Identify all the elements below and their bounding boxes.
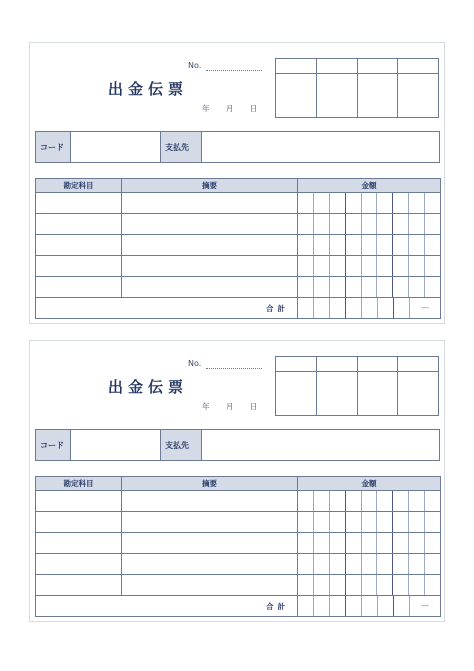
description-cell[interactable] [122,214,298,235]
account-cell[interactable] [36,235,122,256]
header-amount: 金額 [298,179,441,193]
code-payee-row [35,429,440,461]
date-labels: 年 月 日 [202,104,258,113]
description-cell[interactable] [122,575,298,596]
total-row [36,596,441,617]
expense-slip-2 [29,340,445,622]
amount-cell[interactable] [298,512,441,533]
account-cell[interactable] [36,256,122,277]
description-cell[interactable] [122,193,298,214]
header-amount: 金額 [298,477,441,491]
table-row [36,533,441,554]
table-row [36,512,441,533]
amount-cell[interactable] [298,235,441,256]
account-cell[interactable] [36,512,122,533]
total-label: 合計 [36,596,298,617]
description-cell[interactable] [122,256,298,277]
stamp-box[interactable] [317,357,358,415]
table-row [36,214,441,235]
description-cell[interactable] [122,512,298,533]
account-cell[interactable] [36,193,122,214]
header-description: 摘要 [122,477,298,491]
items-table [35,476,441,617]
expense-slip-1 [29,42,445,324]
slip-number-field[interactable] [206,70,262,71]
total-row [36,298,441,319]
account-cell[interactable] [36,533,122,554]
amount-cell[interactable] [298,214,441,235]
amount-cell[interactable] [298,491,441,512]
account-cell[interactable] [36,491,122,512]
payee-label: 支払先 [161,430,201,460]
account-cell[interactable] [36,277,122,298]
code-label: コード [36,132,70,162]
total-amount-cell[interactable] [298,298,441,319]
description-cell[interactable] [122,554,298,575]
description-cell[interactable] [122,491,298,512]
payee-label: 支払先 [161,132,201,162]
slip-number-field[interactable] [206,368,262,369]
payee-field[interactable] [201,132,439,162]
slip-number-label: No. [188,61,202,70]
description-cell[interactable] [122,533,298,554]
code-field[interactable] [70,430,161,460]
stamp-box[interactable] [358,59,399,117]
table-row [36,235,441,256]
amount-cell[interactable] [298,277,441,298]
payee-field[interactable] [201,430,439,460]
amount-cell[interactable] [298,554,441,575]
stamp-box[interactable] [398,59,438,117]
account-cell[interactable] [36,575,122,596]
slip-title: 出金伝票 [108,80,189,98]
items-table [35,178,441,319]
table-row [36,277,441,298]
table-row [36,491,441,512]
table-row [36,256,441,277]
stamp-box[interactable] [276,357,317,415]
slip-number-label: No. [188,359,202,368]
account-cell[interactable] [36,214,122,235]
description-cell[interactable] [122,235,298,256]
code-field[interactable] [70,132,161,162]
table-row [36,193,441,214]
total-amount-cell[interactable] [298,596,441,617]
stamp-box[interactable] [358,357,399,415]
amount-cell[interactable] [298,193,441,214]
total-dash: — [421,303,429,312]
approval-stamp-boxes [275,356,439,416]
code-payee-row [35,131,440,163]
amount-cell[interactable] [298,533,441,554]
total-label: 合計 [36,298,298,319]
amount-cell[interactable] [298,575,441,596]
approval-stamp-boxes [275,58,439,118]
slip-title: 出金伝票 [108,378,189,396]
date-labels: 年 月 日 [202,402,258,411]
table-row [36,575,441,596]
amount-cell[interactable] [298,256,441,277]
description-cell[interactable] [122,277,298,298]
stamp-box[interactable] [276,59,317,117]
code-label: コード [36,430,70,460]
table-row [36,554,441,575]
header-account: 勘定科目 [36,477,122,491]
account-cell[interactable] [36,554,122,575]
header-description: 摘要 [122,179,298,193]
stamp-box[interactable] [398,357,438,415]
total-dash: — [421,601,429,610]
header-account: 勘定科目 [36,179,122,193]
stamp-box[interactable] [317,59,358,117]
